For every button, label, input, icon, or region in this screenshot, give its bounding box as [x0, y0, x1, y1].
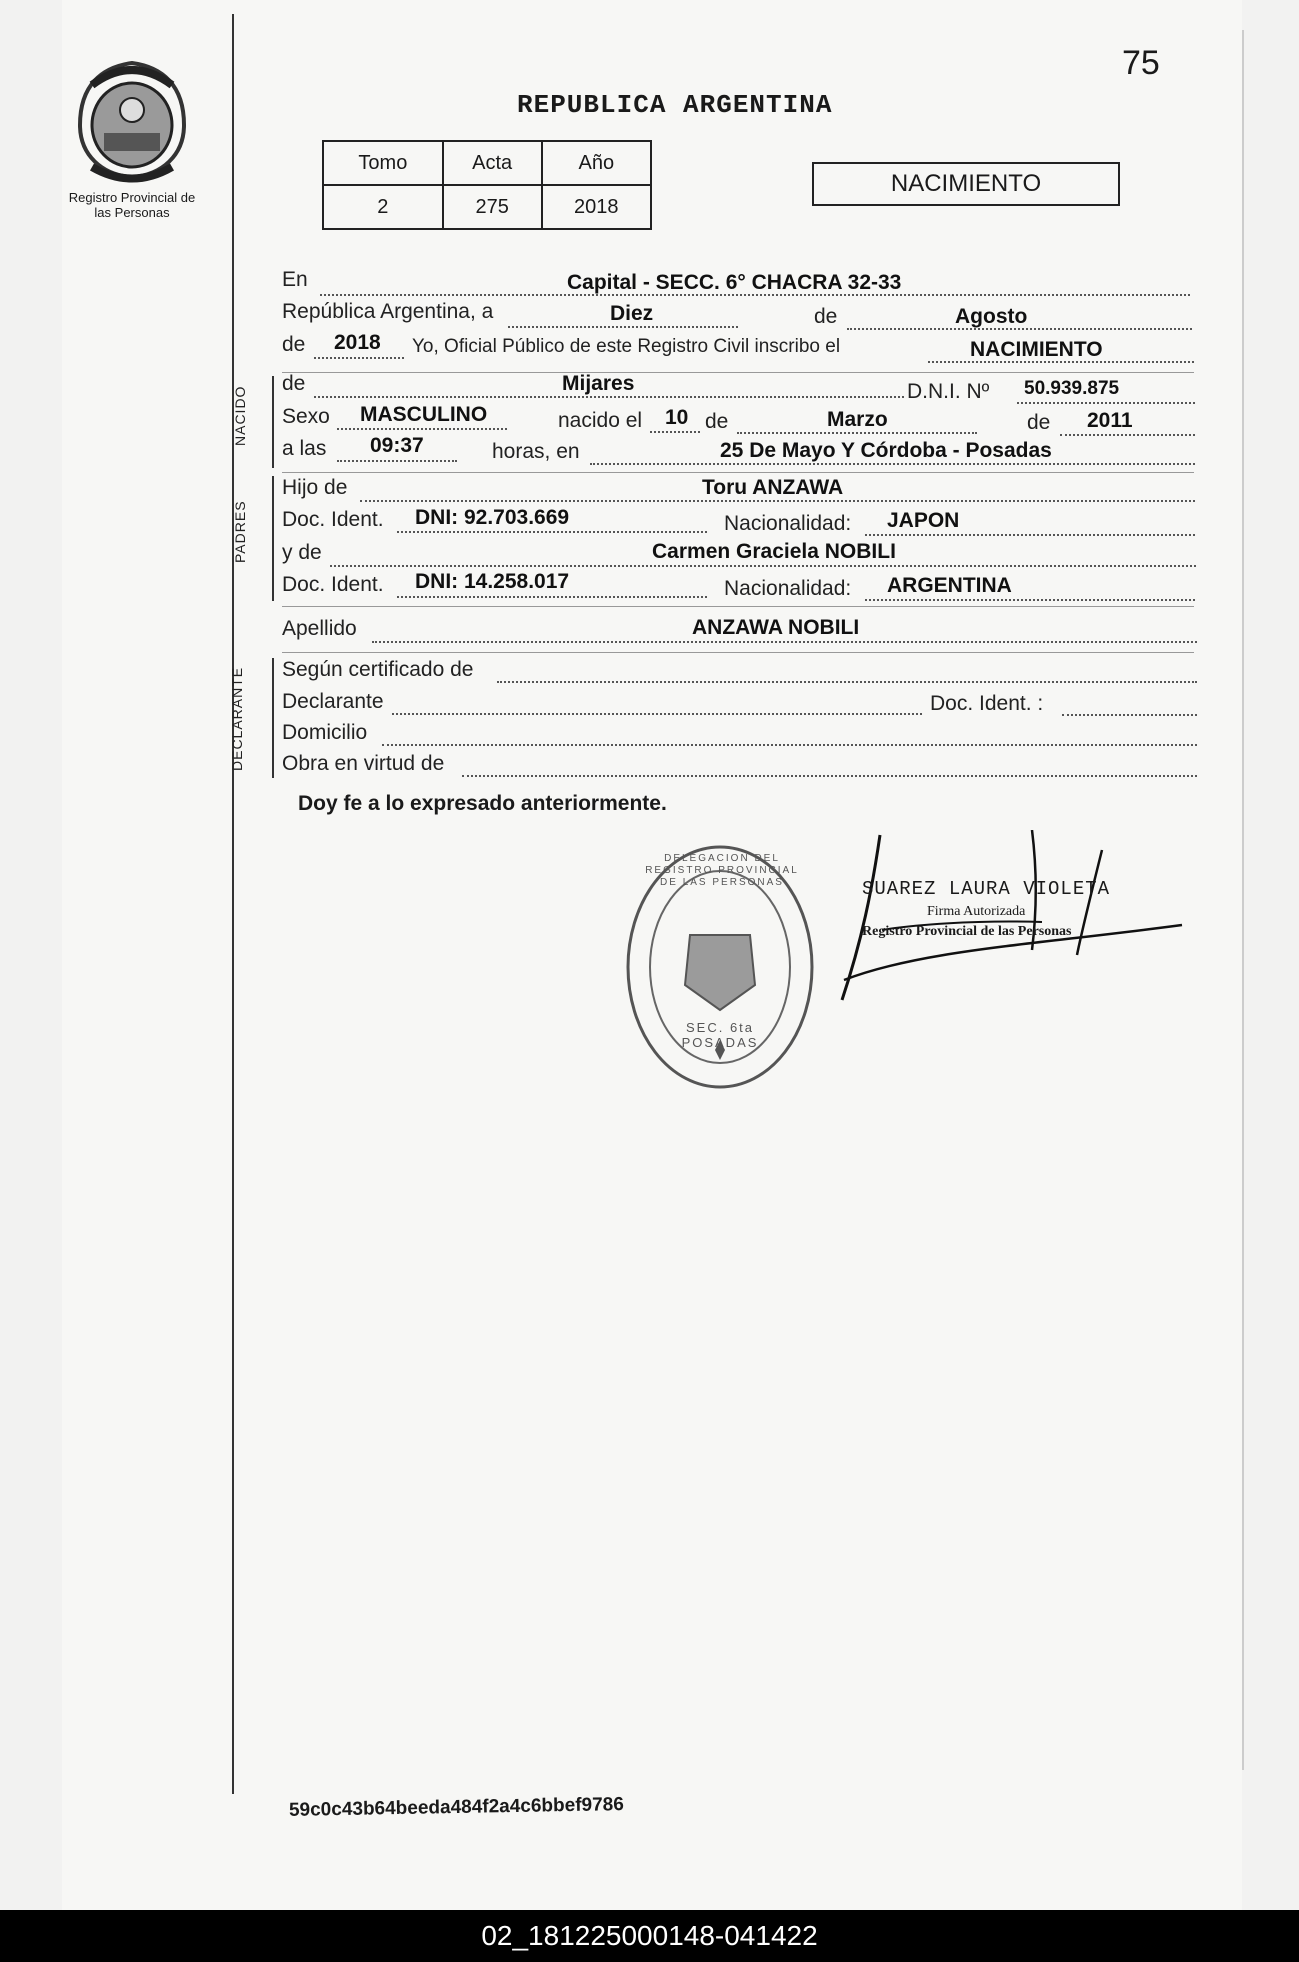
closing-statement: Doy fe a lo expresado anteriormente. — [298, 792, 667, 815]
decl-line — [392, 713, 922, 715]
intro-divider — [282, 372, 1194, 373]
signer-title: Firma Autorizada — [927, 904, 1026, 919]
apellido-value: ANZAWA NOBILI — [692, 616, 860, 639]
dni-line — [1017, 402, 1195, 404]
day-line — [508, 326, 738, 328]
declarante-section-label: DECLARANTE — [229, 666, 245, 771]
father-name: Toru ANZAWA — [702, 476, 844, 499]
father-nat-label: Nacionalidad: — [724, 512, 852, 535]
birth-year-line — [1060, 434, 1195, 436]
year-value: 2018 — [334, 331, 381, 354]
record-type-box: NACIMIENTO — [812, 162, 1120, 206]
yo-text: Yo, Oficial Público de este Registro Civil inscribo el — [412, 336, 841, 357]
stamp-ring-text: DELEGACION DEL REGISTRO PROVINCIAL DE LAS PERSONAS — [645, 853, 799, 888]
birth-place-line — [590, 463, 1195, 465]
time-line — [337, 460, 457, 462]
document-id-strip: 02_181225000148-041422 — [0, 1910, 1299, 1962]
dom-label: Domicilio — [282, 721, 368, 744]
de-label-1: de — [814, 305, 838, 328]
de-label-4: de — [1027, 411, 1051, 434]
birth-time: 09:37 — [370, 434, 424, 457]
name-line — [314, 396, 904, 398]
mother-line — [330, 565, 1196, 567]
declarante-bracket — [272, 658, 274, 778]
mother-nat-line — [865, 599, 1195, 601]
en-label: En — [282, 268, 308, 291]
apellido-line — [372, 641, 1197, 643]
document-page — [62, 0, 1242, 1910]
de-label-2: de — [282, 333, 306, 356]
rep-label: República Argentina, a — [282, 300, 494, 323]
acta-value: 275 — [443, 185, 542, 229]
mother-nationality: ARGENTINA — [887, 574, 1012, 597]
father-doc-line — [397, 531, 707, 533]
father-nationality: JAPON — [887, 509, 960, 532]
mother-doc-line — [397, 596, 707, 598]
father-line — [360, 500, 1195, 502]
decl-doc-line — [1062, 714, 1197, 716]
birth-month-line — [737, 432, 977, 434]
de-label-3: de — [705, 410, 729, 433]
sexo-line — [337, 428, 507, 430]
sexo-value: MASCULINO — [360, 403, 488, 426]
stamp-inner-text: SEC. 6ta POSADAS — [681, 1020, 759, 1050]
tomo-header: Tomo — [323, 141, 443, 185]
official-stamp — [625, 845, 815, 1090]
birth-month: Marzo — [827, 408, 888, 431]
birth-day: 10 — [665, 406, 689, 429]
birth-day-line — [650, 431, 700, 433]
yde-label: y de — [282, 541, 322, 564]
year-line — [314, 357, 404, 359]
horas-label: horas, en — [492, 440, 580, 463]
signer-name: SUAREZ LAURA VIOLETA — [862, 878, 1111, 900]
child-name: Mijares — [562, 372, 635, 395]
acta-header: Acta — [443, 141, 542, 185]
inscribed-value: NACIMIENTO — [970, 338, 1103, 361]
padres-divider — [282, 606, 1194, 607]
birth-year: 2011 — [1087, 409, 1133, 432]
seal-logo-icon — [62, 55, 202, 185]
cert-label: Según certificado de — [282, 658, 474, 681]
anio-value: 2018 — [542, 185, 651, 229]
obra-label: Obra en virtud de — [282, 752, 445, 775]
month-value: Agosto — [955, 305, 1028, 328]
padres-bracket — [272, 476, 274, 601]
nacido-de-label: de — [282, 372, 306, 395]
dom-line — [382, 744, 1197, 746]
right-edge-rule — [1242, 30, 1244, 1770]
tomo-value: 2 — [323, 185, 443, 229]
day-value: Diez — [610, 302, 654, 325]
signature-block — [832, 830, 1212, 1010]
document-hash: 59c0c43b64beeda484f2a4c6bbef9786 — [288, 1794, 625, 1821]
signer-office: Registro Provincial de las Personas — [862, 924, 1072, 939]
margin-rule — [232, 14, 234, 1794]
cert-line — [497, 681, 1197, 683]
mother-doc-label: Doc. Ident. — [282, 573, 384, 596]
mother-nat-label: Nacionalidad: — [724, 577, 852, 600]
country-title: REPUBLICA ARGENTINA — [517, 90, 833, 120]
page-number: 75 — [1122, 44, 1160, 82]
decl-doc-label: Doc. Ident. : — [930, 692, 1044, 715]
place-value: Capital - SECC. 6° CHACRA 32-33 — [567, 271, 902, 294]
signature-scribble-icon — [832, 830, 1212, 1010]
birth-place: 25 De Mayo Y Córdoba - Posadas — [720, 439, 1052, 462]
father-nat-line — [865, 534, 1195, 536]
padres-section-label: PADRES — [232, 500, 248, 563]
logo-caption: Registro Provincial de las Personas — [68, 190, 196, 220]
anio-header: Año — [542, 141, 651, 185]
mother-doc: DNI: 14.258.017 — [415, 570, 570, 593]
nacido-divider — [282, 472, 1194, 473]
apellido-label: Apellido — [282, 617, 357, 640]
decl-label: Declarante — [282, 690, 384, 713]
father-doc: DNI: 92.703.669 — [415, 506, 570, 529]
register-table — [322, 140, 652, 230]
hijo-label: Hijo de — [282, 476, 348, 499]
dni-label: D.N.I. Nº — [907, 380, 990, 403]
mother-name: Carmen Graciela NOBILI — [652, 540, 896, 563]
nacido-bracket — [272, 376, 274, 468]
obra-line — [462, 775, 1197, 777]
alas-label: a las — [282, 437, 327, 460]
logo — [62, 55, 202, 220]
father-doc-label: Doc. Ident. — [282, 508, 384, 531]
nacido-section-label: NACIDO — [232, 385, 248, 446]
nacido-el-label: nacido el — [558, 409, 643, 432]
sexo-label: Sexo — [282, 405, 330, 428]
child-dni: 50.939.875 — [1024, 378, 1120, 399]
apellido-divider — [282, 652, 1194, 653]
